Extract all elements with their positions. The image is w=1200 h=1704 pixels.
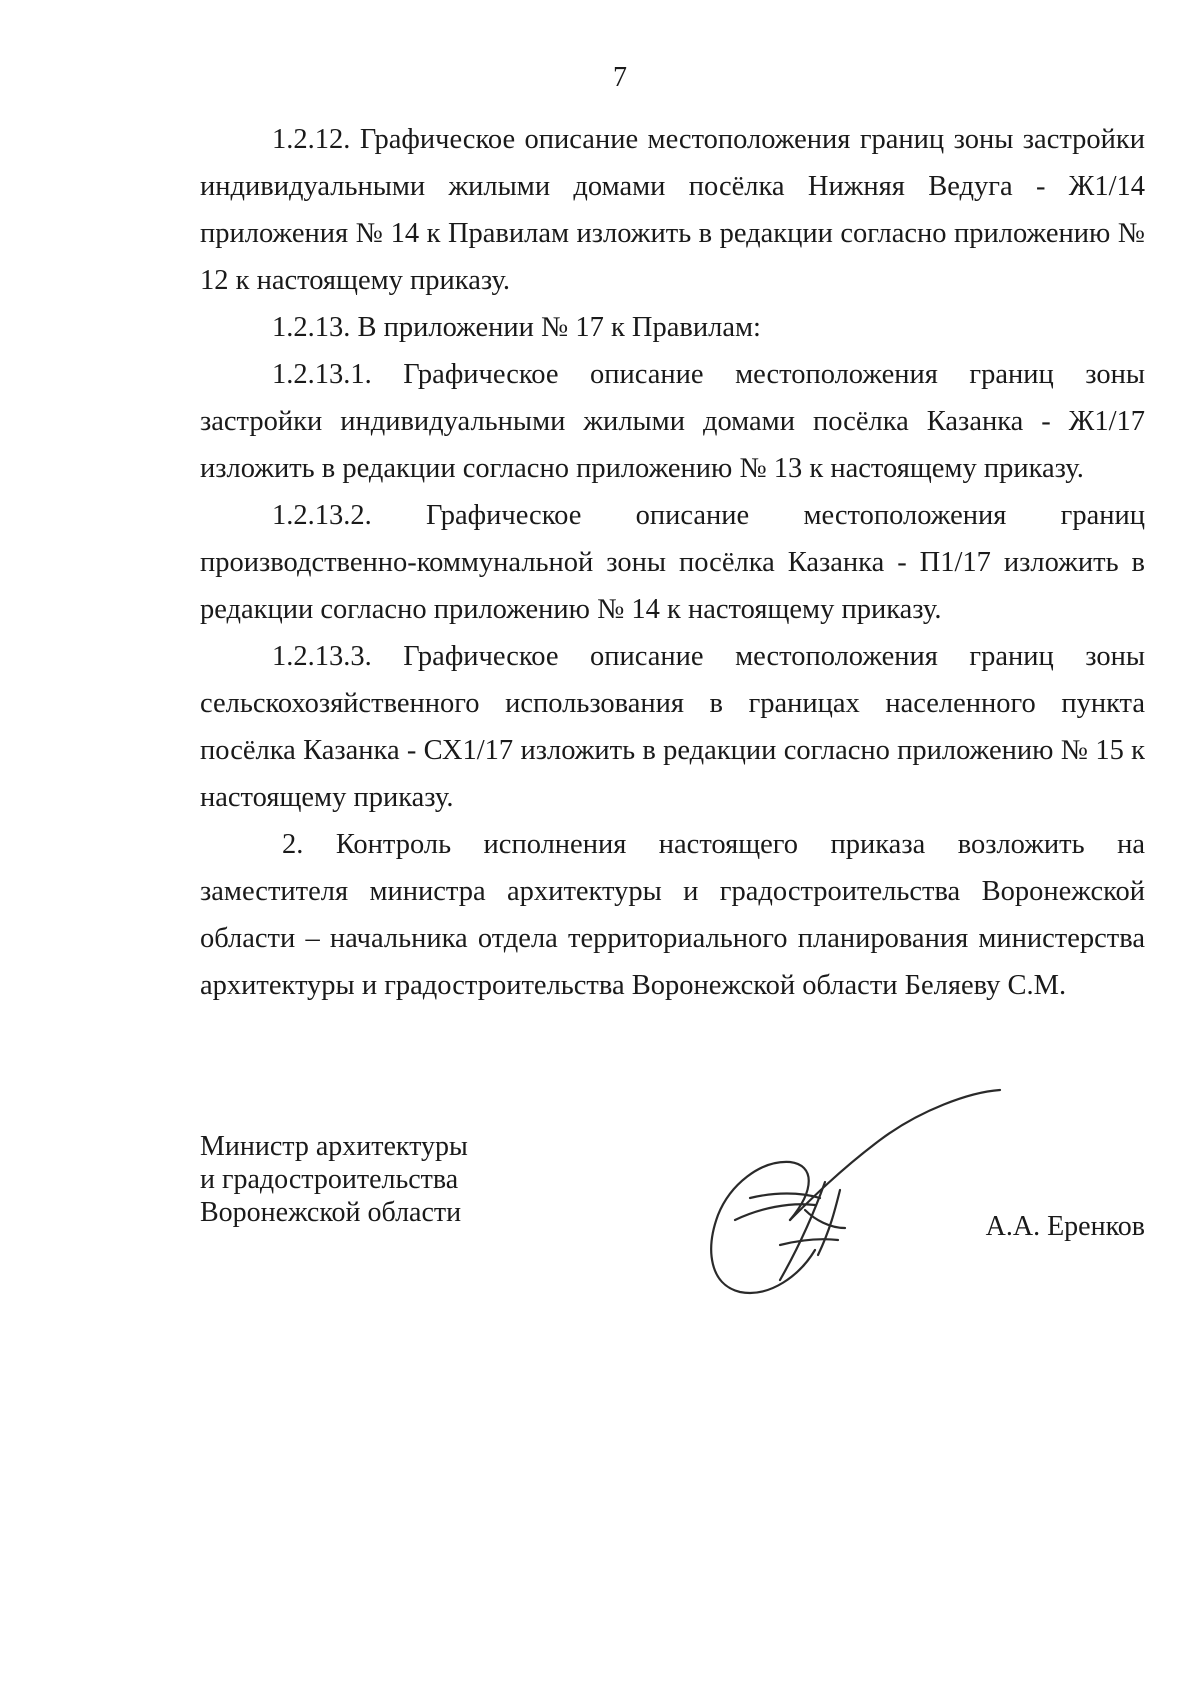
page-number: 7 (613, 62, 627, 93)
paragraph-1-2-13: 1.2.13. В приложении № 17 к Правилам: (272, 312, 761, 343)
signer-title (200, 1130, 468, 1229)
signer-title-line: и градостроительства (200, 1164, 459, 1195)
signer-title-line: Воронежской области (200, 1197, 462, 1228)
paragraph-1-2-13-2: 1.2.13.2. Графическое описание местоположения границ производственно-коммунальной зоны посёлка Казанка - П1/17 изложить в редакции согласно приложению № 14 к настоящему приказу. (200, 500, 1145, 625)
signer-title-line: Министр архитектуры (200, 1131, 468, 1162)
paragraph-2: 2. Контроль исполнения настоящего приказа возложить на заместителя министра архитектуры и градостроительства Воронежской области – начальника отдела территориального планирования министерства архитектуры и градостроительства Воронежской области Беляеву С.М. (200, 829, 1145, 1001)
paragraph-1-2-12: 1.2.12. Графическое описание местоположения границ зоны застройки индивидуальными жилыми домами посёлка Нижняя Ведуга - Ж1/14 приложения № 14 к Правилам изложить в редакции согласно приложению № 12 к настоящему приказу. (200, 124, 1145, 296)
signature-block (200, 1130, 1145, 1330)
handwritten-signature (640, 1070, 1020, 1330)
paragraph-1-2-13-3: 1.2.13.3. Графическое описание местоположения границ зоны сельскохозяйственного использования в границах населенного пункта посёлка Казанка - СХ1/17 изложить в редакции согласно приложению № 15 к настоящему приказу. (200, 641, 1145, 813)
paragraph-1-2-13-1: 1.2.13.1. Графическое описание местоположения границ зоны застройки индивидуальными жилыми домами посёлка Казанка - Ж1/17 изложить в редакции согласно приложению № 13 к настоящему приказу. (200, 359, 1145, 484)
signer-name: А.А. Еренков (985, 1211, 1145, 1242)
document-body (200, 116, 1145, 1009)
